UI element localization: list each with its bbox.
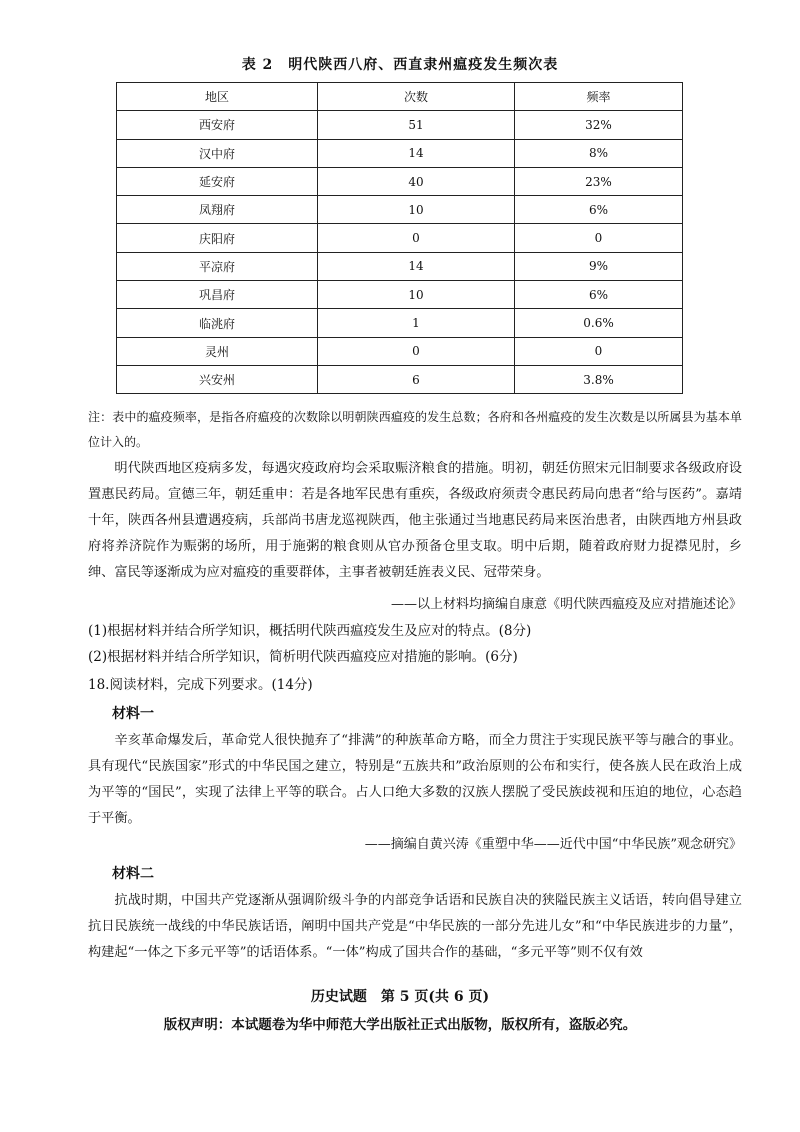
frequency-cell: 23% — [515, 167, 683, 195]
region-cell: 庆阳府 — [117, 224, 318, 252]
source-citation-1: ——以上材料均摘编自康意《明代陕西瘟疫及应对措施述论》 — [390, 597, 742, 612]
source-citation-2: ——摘编自黄兴涛《重塑中华——近代中国“中华民族”观念研究》 — [364, 837, 742, 852]
column-header-count: 次数 — [318, 83, 515, 111]
region-cell: 平凉府 — [117, 252, 318, 280]
table-row — [117, 252, 683, 280]
count-cell: 51 — [318, 111, 515, 139]
table-note: 注：表中的瘟疫频率，是指各府瘟疫的次数除以明朝陕西瘟疫的发生总数；各府和各州瘟疫的发生次数是以所属县为基本单位计入的。 — [88, 410, 742, 449]
region-cell: 巩昌府 — [117, 281, 318, 309]
region-cell: 西安府 — [117, 111, 318, 139]
page-footer: 历史试题 第 5 页(共 6 页) — [310, 989, 490, 1005]
count-cell: 0 — [318, 224, 515, 252]
table-row — [117, 139, 683, 167]
frequency-cell: 6% — [515, 196, 683, 224]
count-cell: 14 — [318, 252, 515, 280]
table-row — [117, 111, 683, 139]
count-cell: 14 — [318, 139, 515, 167]
frequency-cell: 6% — [515, 281, 683, 309]
region-cell: 兴安州 — [117, 365, 318, 393]
frequency-cell: 0 — [515, 337, 683, 365]
count-cell: 40 — [318, 167, 515, 195]
material-1-paragraph: 辛亥革命爆发后，革命党人很快抛弃了“排满”的种族革命方略，而全力贯注于实现民族平等与融合的事业。具有现代“民族国家”形式的中华民国之建立，特别是“五族共和”政治原则的公布和实行，使各族人民在政治上成为平等的“国民”，实现了法律上平等的联合。占人口绝大多数的汉族人摆脱了受民族歧视和压迫的地位，心态趋于平衡。 — [88, 733, 742, 826]
table-row — [117, 365, 683, 393]
material-1-label: 材料一 — [112, 706, 154, 722]
count-cell: 1 — [318, 309, 515, 337]
region-cell: 汉中府 — [117, 139, 318, 167]
frequency-cell: 8% — [515, 139, 683, 167]
table-header-row — [117, 83, 683, 111]
table-row — [117, 281, 683, 309]
region-cell: 凤翔府 — [117, 196, 318, 224]
copyright-notice: 版权声明：本试题卷为华中师范大学出版社正式出版物，版权所有，盗版必究。 — [163, 1017, 637, 1033]
region-cell: 临洮府 — [117, 309, 318, 337]
frequency-cell: 9% — [515, 252, 683, 280]
region-cell: 灵州 — [117, 337, 318, 365]
frequency-cell: 0.6% — [515, 309, 683, 337]
table-title: 表 2 明代陕西八府、西直隶州瘟疫发生频次表 — [241, 57, 559, 73]
count-cell: 6 — [318, 365, 515, 393]
frequency-cell: 0 — [515, 224, 683, 252]
question-17-1: (1)根据材料并结合所学知识，概括明代陕西瘟疫发生及应对的特点。(8分) — [88, 623, 532, 639]
count-cell: 10 — [318, 281, 515, 309]
question-18-heading: 18.阅读材料，完成下列要求。(14分) — [88, 677, 313, 693]
column-header-frequency: 频率 — [515, 83, 683, 111]
column-header-region: 地区 — [117, 83, 318, 111]
plague-frequency-table — [116, 82, 683, 394]
question-17-2: (2)根据材料并结合所学知识，简析明代陕西瘟疫应对措施的影响。(6分) — [88, 649, 518, 665]
frequency-cell: 32% — [515, 111, 683, 139]
material-2-paragraph: 抗战时期，中国共产党逐渐从强调阶级斗争的内部竞争话语和民族自决的狭隘民族主义话语，转向倡导建立抗日民族统一战线的中华民族话语，阐明中国共产党是“中华民族的一部分先进儿女”和“中华民族进步的力量”，构建起“一体之下多元平等”的话语体系。“一体”构成了国共合作的基础，“多元平等”则不仅有效 — [88, 893, 742, 960]
count-cell: 10 — [318, 196, 515, 224]
table-row — [117, 167, 683, 195]
material-2-label: 材料二 — [112, 866, 154, 882]
table-row — [117, 309, 683, 337]
count-cell: 0 — [318, 337, 515, 365]
table-row — [117, 196, 683, 224]
table-row — [117, 337, 683, 365]
region-cell: 延安府 — [117, 167, 318, 195]
frequency-cell: 3.8% — [515, 365, 683, 393]
material-paragraph-plague: 明代陕西地区疫病多发，每遇灾疫政府均会采取赈济粮食的措施。明初，朝廷仿照宋元旧制要求各级政府设置惠民药局。宣德三年，朝廷重申：若是各地军民患有重疾，各级政府须责令惠民药局向患者“给与医药”。嘉靖十年，陕西各州县遭遇疫病，兵部尚书唐龙巡视陕西，他主张通过当地惠民药局来医治患者，由陕西地方州县政府将养济院作为赈粥的场所，用于施粥的粮食则从官办预备仓里支取。明中后期，随着政府财力捉襟见肘，乡绅、富民等逐渐成为应对瘟疫的重要群体，主事者被朝廷旌表义民、冠带荣身。 — [88, 461, 742, 580]
table-row — [117, 224, 683, 252]
